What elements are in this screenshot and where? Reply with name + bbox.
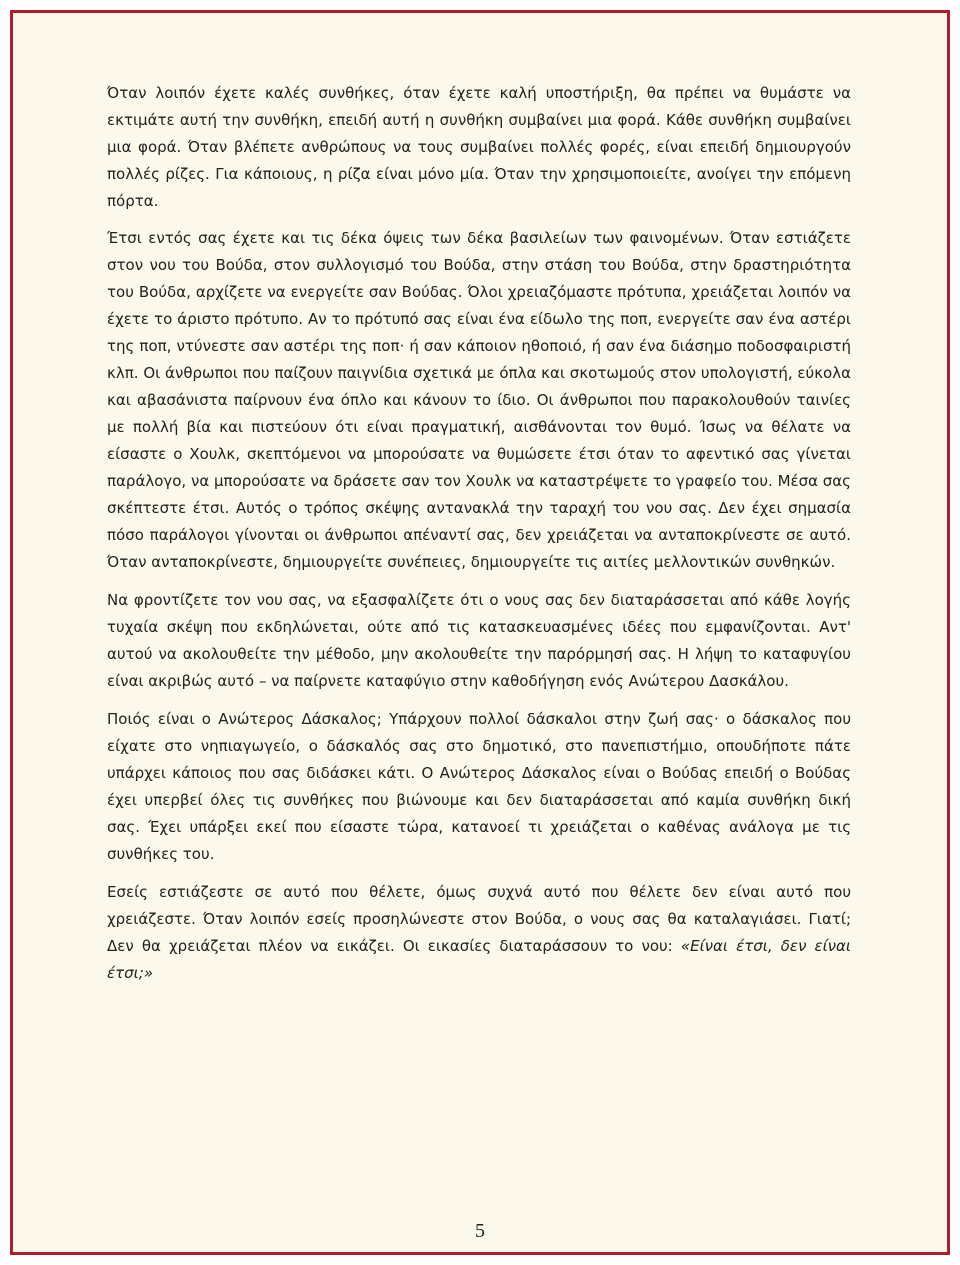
paragraph-5 (107, 879, 851, 987)
paragraph-4: Ποιός είναι ο Ανώτερος Δάσκαλος; Υπάρχουν πολλοί δάσκαλοι στην ζωή σας· ο δάσκαλος που είχατε στο νηπιαγωγείο, ο δάσκαλός σας στο δημοτικό, στο πανεπιστήμιο, οπουδήποτε πάτε υπάρχει κάποιος που σας διδάσκει κάτι. Ο Ανώτερος Δάσκαλος είναι ο Βούδας επειδή ο Βούδας έχει υπερβεί όλες τις συνθήκες που βιώνουμε και δεν διαταράσσεται από καμία συνθήκη δική σας. Έχει υπάρξει εκεί που είσαστε τώρα, κατανοεί τι χρειάζεται ο καθένας ανάλογα με τις συνθήκες του. (107, 710, 851, 863)
document-body (107, 80, 851, 998)
paragraph-2: Έτσι εντός σας έχετε και τις δέκα όψεις των δέκα βασιλείων των φαινομένων. Όταν εστιάζετε στον νου του Βούδα, στον συλλογισμό του Βούδα, στην στάση του Βούδα, στην δραστηριότητα του Βούδα, αρχίζετε να ενεργείτε σαν Βούδας. Όλοι χρειαζόμαστε πρότυπα, χρειάζεται λοιπόν να έχετε το άριστο πρότυπο. Αν το πρότυπό σας είναι ένα είδωλο της ποπ, ενεργείτε σαν ένα αστέρι της ποπ, ντύνεστε σαν αστέρι της ποπ· ή σαν κάποιον ηθοποιό, ή σαν ένα διάσημο ποδοσφαιριστή κλπ. Οι άνθρωποι που παίζουν παιγνίδια σχετικά με όπλα και σκοτωμούς στον υπολογιστή, εύκολα και αβασάνιστα παίρνουν ένα όπλο και κάνουν το ίδιο. Οι άνθρωποι που παρακολουθούν ταινίες με πολλή βία και πιστεύουν ότι είναι πραγματική, αισθάνονται τον θυμό. Ίσως να θέλατε να είσαστε ο Χουλκ, σκεπτόμενοι να μπορούσατε να θυμώσετε έτσι όταν το αφεντικό σας γίνεται παράλογο, να μπορούσατε να δράσετε σαν τον Χουλκ να καταστρέψετε το γραφείο του. Μέσα σας σκέπτεστε έτσι. Αυτός ο τρόπος σκέψης αντανακλά την ταραχή του νου σας. Δεν έχει σημασία πόσο παράλογοι γίνονται οι άνθρωποι απέναντί σας, δεν χρειάζεται να ανταποκρίνεστε σε αυτό. Όταν ανταποκρίνεστε, δημιουργείτε συνέπειες, δημιουργείτε τις αιτίες μελλοντικών συνθηκών. (107, 229, 851, 571)
paragraph-5-quote: «Είναι έτσι, δεν είναι έτσι;» (107, 937, 851, 982)
paragraph-5-text: Εσείς εστιάζεστε σε αυτό που θέλετε, όμως συχνά αυτό που θέλετε δεν είναι αυτό που χρειάζεστε. Όταν λοιπόν εσείς προσηλώνεστε στον Βούδα, ο νους σας θα καταλαγιάσει. Γιατί; Δεν θα χρειάζεται πλέον να εικάζει. Οι εικασίες διαταράσσουν το νου: (107, 883, 851, 955)
page-number: 5 (475, 1220, 485, 1242)
paragraph-3: Να φροντίζετε τον νου σας, να εξασφαλίζετε ότι ο νους σας δεν διαταράσσεται από κάθε λογής τυχαία σκέψη που εκδηλώνεται, ούτε από τις κατασκευασμένες ιδέες που εμφανίζονται. Αντ' αυτού να ακολουθείτε την μέθοδο, μην ακολουθείτε την παρόρμησή σας. Η λήψη το καταφυγίου είναι ακριβώς αυτό – να παίρνετε καταφύγιο στην καθοδήγηση ενός Ανώτερου Δασκάλου. (107, 591, 851, 690)
paragraph-1: Όταν λοιπόν έχετε καλές συνθήκες, όταν έχετε καλή υποστήριξη, θα πρέπει να θυμάστε να εκτιμάτε αυτή την συνθήκη, επειδή αυτή η συνθήκη συμβαίνει μια φορά. Κάθε συνθήκη συμβαίνει μια φορά. Όταν βλέπετε ανθρώπους να τους συμβαίνει πολλές φορές, είναι επειδή δημιουργούν πολλές ρίζες. Για κάποιους, η ρίζα είναι μόνο μία. Όταν την χρησιμοποιείτε, ανοίγει την επόμενη πόρτα. (107, 84, 851, 210)
